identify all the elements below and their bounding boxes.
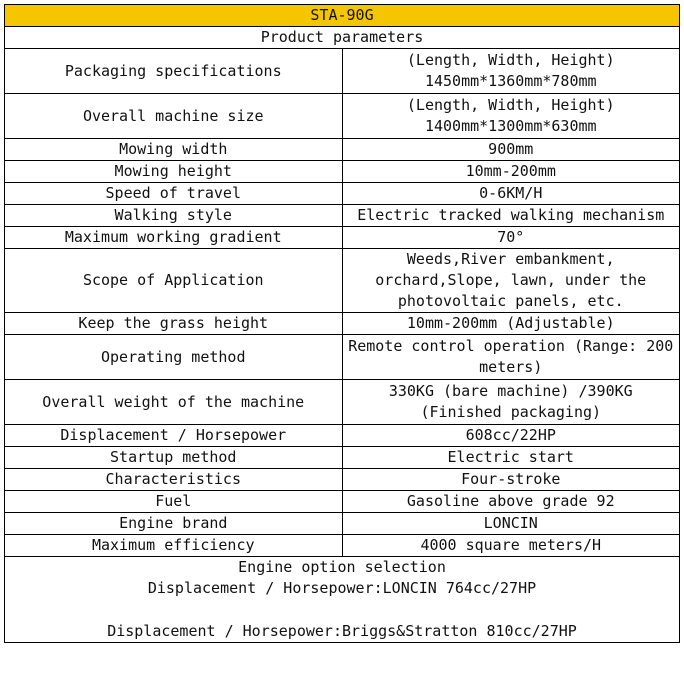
spec-table [4, 4, 680, 643]
row-value: Gasoline above grade 92 [342, 491, 680, 513]
table-row [5, 94, 680, 139]
table-row [5, 205, 680, 227]
table-row [5, 161, 680, 183]
row-value: 608cc/22HP [342, 425, 680, 447]
table-row [5, 425, 680, 447]
section-title: Product parameters [5, 27, 680, 49]
row-label: Characteristics [5, 469, 343, 491]
row-label: Displacement / Horsepower [5, 425, 343, 447]
table-row [5, 380, 680, 425]
row-value: (Length, Width, Height) 1450mm*1360mm*780mm [342, 49, 680, 94]
table-row [5, 513, 680, 535]
row-value: Electric start [342, 447, 680, 469]
row-value: Weeds,River embankment, orchard,Slope, lawn, under the photovoltaic panels, etc. [342, 249, 680, 313]
row-label: Fuel [5, 491, 343, 513]
row-value: 10mm-200mm [342, 161, 680, 183]
row-label: Speed of travel [5, 183, 343, 205]
row-label: Startup method [5, 447, 343, 469]
row-label: Operating method [5, 335, 343, 380]
engine-options-title: Engine option selection [238, 558, 446, 576]
row-value: 330KG (bare machine) /390KG (Finished packaging) [342, 380, 680, 425]
model-row [5, 5, 680, 27]
row-label: Scope of Application [5, 249, 343, 313]
row-label: Keep the grass height [5, 313, 343, 335]
row-label: Walking style [5, 205, 343, 227]
model-title: STA-90G [5, 5, 680, 27]
row-label: Engine brand [5, 513, 343, 535]
spacer [7, 599, 677, 621]
row-value: Electric tracked walking mechanism [342, 205, 680, 227]
row-label: Maximum working gradient [5, 227, 343, 249]
table-row [5, 227, 680, 249]
table-row [5, 183, 680, 205]
row-label: Mowing width [5, 139, 343, 161]
table-row [5, 249, 680, 313]
row-value: Four-stroke [342, 469, 680, 491]
engine-option-loncin: Displacement / Horsepower:LONCIN 764cc/27HP [147, 579, 537, 597]
table-row [5, 313, 680, 335]
row-label: Overall machine size [5, 94, 343, 139]
row-value: 4000 square meters/H [342, 535, 680, 557]
row-label: Mowing height [5, 161, 343, 183]
row-value: 10mm-200mm (Adjustable) [342, 313, 680, 335]
row-value: 900mm [342, 139, 680, 161]
engine-option-briggs: Displacement / Horsepower:Briggs&Stratton 810cc/27HP [107, 622, 577, 640]
engine-options-row [5, 557, 680, 643]
row-label: Packaging specifications [5, 49, 343, 94]
row-value: Remote control operation (Range: 200 meters) [342, 335, 680, 380]
table-row [5, 535, 680, 557]
row-value: (Length, Width, Height) 1400mm*1300mm*630mm [342, 94, 680, 139]
table-row [5, 491, 680, 513]
row-value: LONCIN [342, 513, 680, 535]
section-row [5, 27, 680, 49]
table-row [5, 335, 680, 380]
row-value: 70° [342, 227, 680, 249]
spec-sheet [4, 4, 680, 643]
row-label: Maximum efficiency [5, 535, 343, 557]
table-row [5, 469, 680, 491]
table-row [5, 49, 680, 94]
row-label: Overall weight of the machine [5, 380, 343, 425]
row-value: 0-6KM/H [342, 183, 680, 205]
table-row [5, 447, 680, 469]
engine-options-cell [5, 557, 680, 643]
table-row [5, 139, 680, 161]
